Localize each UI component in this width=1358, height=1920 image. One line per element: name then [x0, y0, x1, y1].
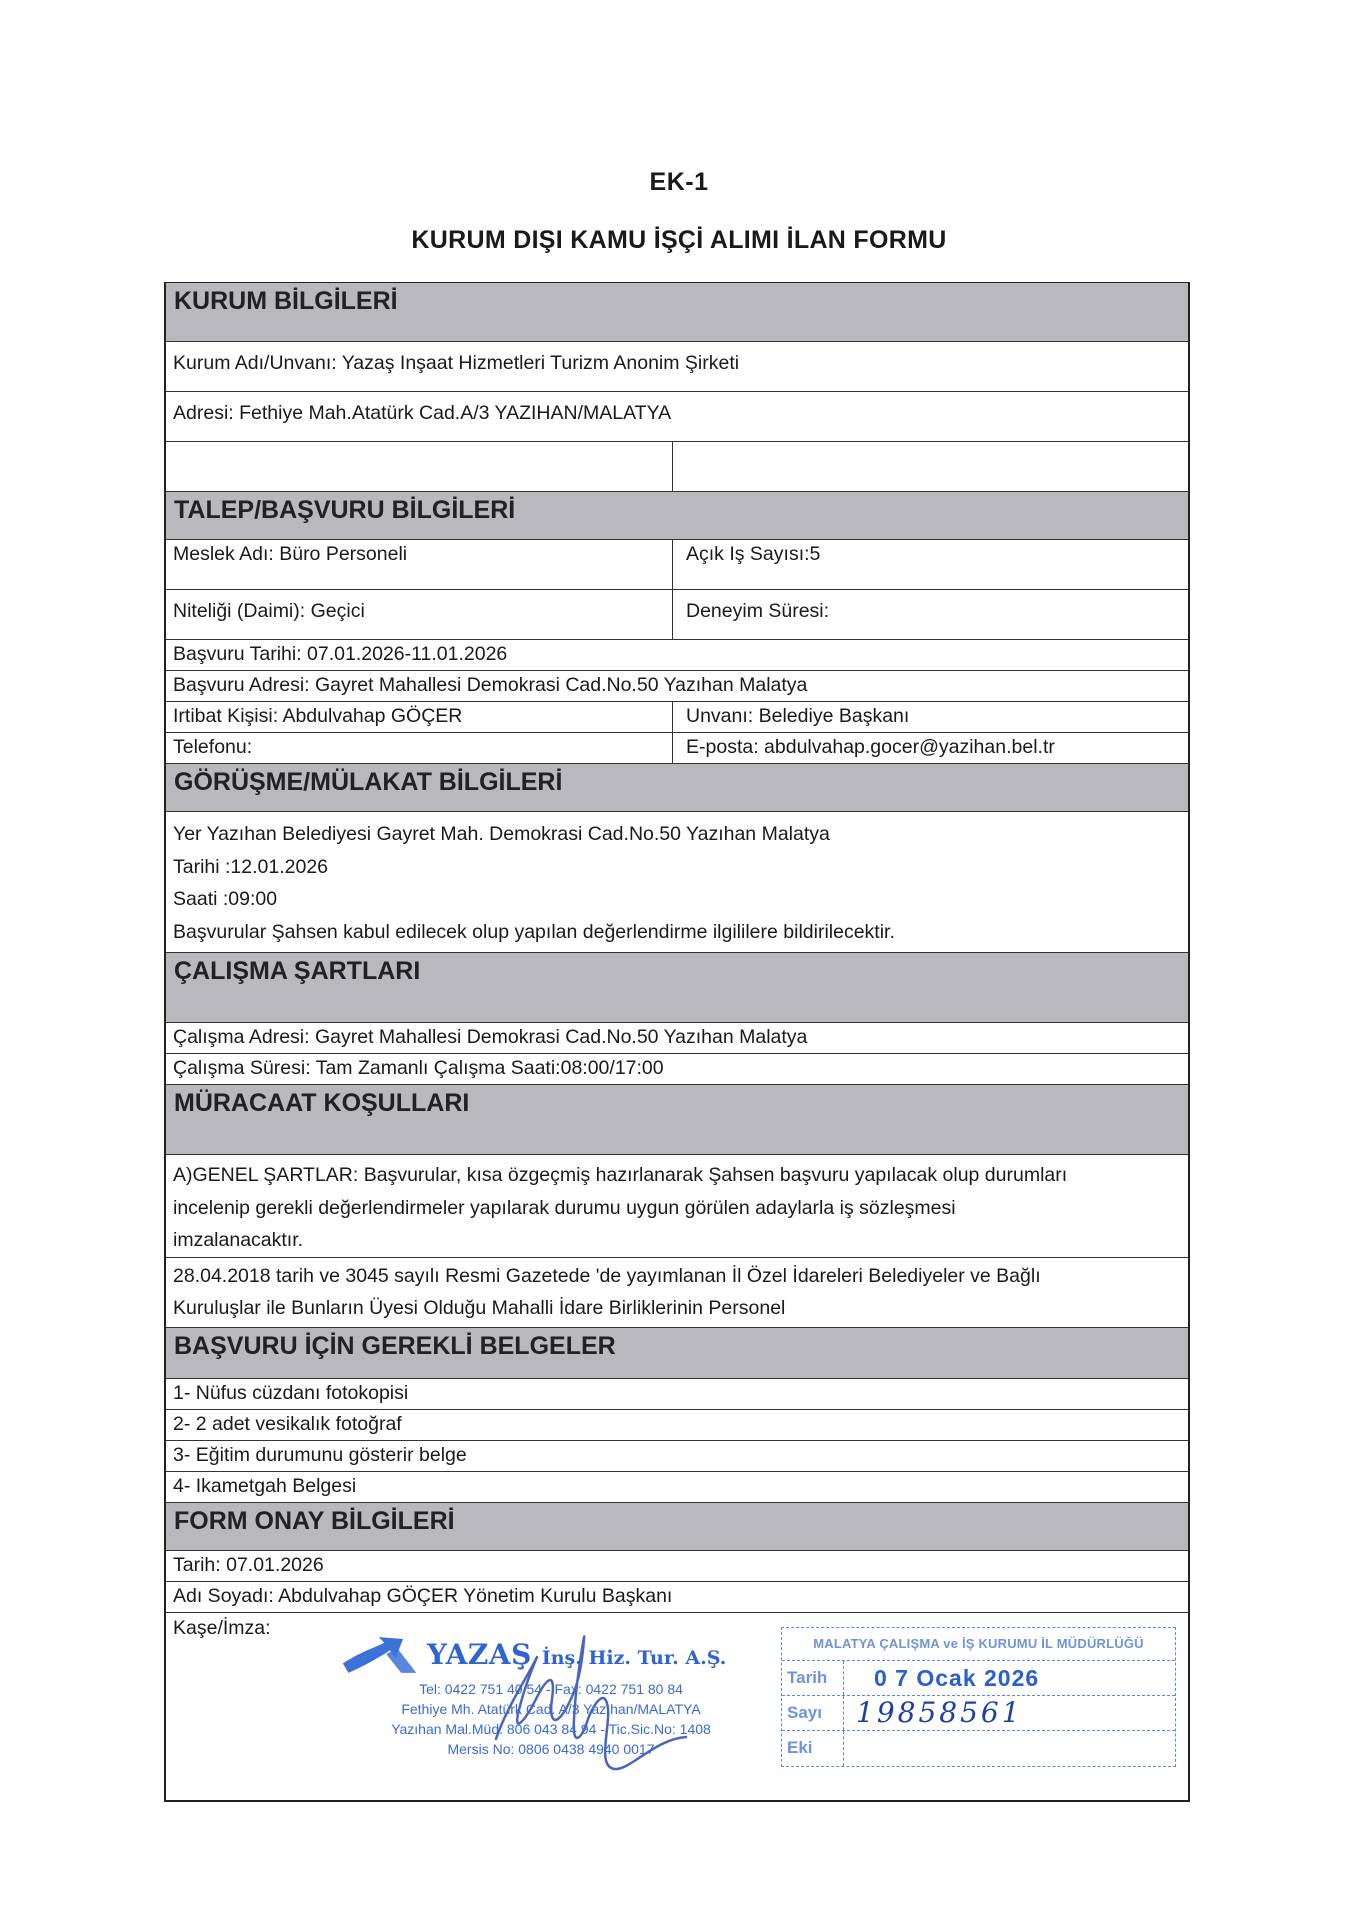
niteligi: Niteliği (Daimi): Geçici: [166, 590, 673, 639]
stamp-line: Yazıhan Mal.Müd. 806 043 84 94 - Tic.Sic.No: 1408: [391, 1720, 711, 1737]
kurum-address: Adresi: Fethiye Mah.Atatürk Cad.A/3 YAZIHAN/MALATYA: [173, 402, 672, 424]
section-header-onay: FORM ONAY BİLGİLERİ: [166, 1502, 1188, 1550]
office-stamp-sayi-value: 19858561: [856, 1695, 1023, 1729]
e-posta: E-posta: abdulvahap.gocer@yazihan.bel.tr: [686, 736, 1055, 758]
office-stamp-tarih-label: Tarih: [782, 1661, 844, 1695]
mevzuat-line: 28.04.2018 tarih ve 3045 sayılı Resmi Gazetede 'de yayımlanan İl Özel İdareleri Belediyeler ve Bağlı: [173, 1264, 1041, 1287]
kurum-empty-left: [166, 442, 673, 491]
stamp-company-name: YAZAŞ: [427, 1637, 532, 1671]
genel-sartlar-line: A)GENEL ŞARTLAR: Başvurular, kısa özgeçmiş hazırlanarak Şahsen başvuru yapılacak olup durumları: [173, 1164, 1068, 1186]
gorusme-tarihi: Tarihi :12.01.2026: [173, 855, 329, 878]
belge-item-3: 3- Eğitim durumunu gösterir belge: [173, 1443, 467, 1466]
calisma-suresi: Çalışma Süresi: Tam Zamanlı Çalışma Saati:08:00/17:00: [173, 1057, 664, 1079]
gorusme-aciklama: Başvurular Şahsen kabul edilecek olup yapılan değerlendirme ilgililere bildirilecektir.: [173, 920, 895, 943]
belge-item-2: 2- 2 adet vesikalık fotoğraf: [173, 1412, 402, 1435]
onay-tarih: Tarih: 07.01.2026: [173, 1553, 324, 1576]
office-stamp-sayi-cell: [844, 1696, 1175, 1730]
genel-sartlar: [166, 1155, 1188, 1257]
stamp-line: Mersis No: 0806 0438 4940 0017: [447, 1740, 655, 1757]
unvani: Unvanı: Belediye Başkanı: [686, 705, 910, 727]
office-stamp-ek-value: [844, 1731, 1175, 1766]
gorusme-details: [166, 812, 1188, 952]
belge-item: [166, 1378, 1188, 1409]
calisma-adresi: Çalışma Adresi: Gayret Mahallesi Demokrasi Cad.No.50 Yazıhan Malatya: [173, 1026, 808, 1048]
kurum-name: Kurum Adı/Unvanı: Yazaş Inşaat Hizmetleri Turizm Anonim Şirketi: [173, 352, 740, 374]
acik-is-sayisi: Açık Iş Sayısı:5: [686, 543, 821, 565]
company-stamp: [341, 1629, 761, 1759]
meslek-adi: Meslek Adı: Büro Personeli: [166, 540, 673, 589]
belge-item: [166, 1409, 1188, 1440]
stamp-line: Tel: 0422 751 40 54 - Fax: 0422 751 80 84: [419, 1680, 683, 1697]
belge-item: [166, 1440, 1188, 1471]
document-title: KURUM DIŞI KAMU İŞÇİ ALIMI İLAN FORMU: [411, 226, 947, 254]
office-stamp-tarih-cell: [844, 1661, 1175, 1695]
section-header-belgeler: BAŞVURU İÇİN GEREKLİ BELGELER: [166, 1327, 1188, 1378]
company-logo-icon: [341, 1635, 421, 1675]
mevzuat: [166, 1258, 1188, 1327]
kase-imza-label: Kaşe/İmza:: [173, 1616, 271, 1639]
stamp-header: [341, 1629, 761, 1675]
talep-row-5: [166, 701, 1188, 732]
section-header-muracaat: MÜRACAAT KOŞULLARI: [166, 1084, 1188, 1154]
stamp-lines: [341, 1679, 761, 1759]
talep-row-3: [166, 639, 1188, 670]
belge-item-4: 4- Ikametgah Belgesi: [173, 1474, 357, 1497]
basvuru-adresi: Başvuru Adresi: Gayret Mahallesi Demokrasi Cad.No.50 Yazıhan Malatya: [173, 674, 808, 696]
genel-sartlar-line: incelenip gerekli değerlendirmeler yapılarak durumu uygun görülen adaylarla iş sözleşmesi: [173, 1196, 956, 1219]
section-header-gorusme: GÖRÜŞME/MÜLAKAT BİLGİLERİ: [166, 763, 1188, 811]
talep-row-6: [166, 732, 1188, 763]
document-code: EK-1: [649, 168, 709, 196]
belge-item-1: 1- Nüfus cüzdanı fotokopisi: [173, 1381, 409, 1404]
basvuru-tarihi: Başvuru Tarihi: 07.01.2026-11.01.2026: [173, 643, 508, 665]
genel-sartlar-line: imzalanacaktır.: [173, 1229, 304, 1251]
onay-row-2: [166, 1581, 1188, 1612]
telefonu: Telefonu:: [166, 733, 673, 763]
mevzuat-line: Kuruluşlar ile Bunların Üyesi Olduğu Mahalli İdare Birliklerinin Personel: [173, 1297, 786, 1319]
office-stamp-header: MALATYA ÇALIŞMA ve İŞ KURUMU İL MÜDÜRLÜĞÜ: [782, 1628, 1175, 1661]
office-stamp-sayi-label: Sayı: [782, 1696, 844, 1730]
muracaat-row-2: [166, 1257, 1188, 1327]
office-stamp-row-ek: [782, 1731, 1175, 1766]
gorusme-saati: Saati :09:00: [173, 888, 278, 910]
section-header-talep: TALEP/BAŞVURU BİLGİLERİ: [166, 491, 1188, 539]
deneyim-suresi: Deneyim Süresi:: [686, 600, 830, 622]
muracaat-row-1: [166, 1154, 1188, 1257]
office-stamp-tarih-value: 0 7 Ocak 2026: [874, 1664, 1040, 1691]
office-stamp-row-tarih: [782, 1661, 1175, 1696]
talep-row-4: [166, 670, 1188, 701]
stamp-line: Fethiye Mh. Atatürk Cad. A/3 Yazıhan/MALATYA: [401, 1700, 701, 1717]
onay-row-1: [166, 1550, 1188, 1581]
gorusme-yer: Yer Yazıhan Belediyesi Gayret Mah. Demokrasi Cad.No.50 Yazıhan Malatya: [173, 823, 830, 845]
section-header-calisma: ÇALIŞMA ŞARTLARI: [166, 952, 1188, 1022]
office-stamp: [781, 1627, 1176, 1767]
stamp-company-suffix: İnş. Hiz. Tur. A.Ş.: [541, 1646, 727, 1669]
onay-signature-row: [166, 1612, 1188, 1800]
kurum-empty-right: [673, 442, 1188, 491]
kurum-name-row: [166, 341, 1188, 391]
talep-row-1: [166, 539, 1188, 589]
office-stamp-row-sayi: [782, 1696, 1175, 1731]
talep-row-2: [166, 589, 1188, 639]
belge-item: [166, 1471, 1188, 1502]
section-header-kurum: KURUM BİLGİLERİ: [166, 283, 1188, 341]
kurum-empty-row: [166, 441, 1188, 491]
gorusme-block-row: [166, 811, 1188, 952]
calisma-row-1: [166, 1022, 1188, 1053]
application-form: [164, 282, 1190, 1802]
onay-adi-soyadi: Adı Soyadı: Abdulvahap GÖÇER Yönetim Kurulu Başkanı: [173, 1584, 673, 1607]
irtibat-kisisi: Irtibat Kişisi: Abdulvahap GÖÇER: [166, 702, 673, 732]
calisma-row-2: [166, 1053, 1188, 1084]
office-stamp-ek-label: Eki: [782, 1731, 844, 1766]
kurum-address-row: [166, 391, 1188, 441]
